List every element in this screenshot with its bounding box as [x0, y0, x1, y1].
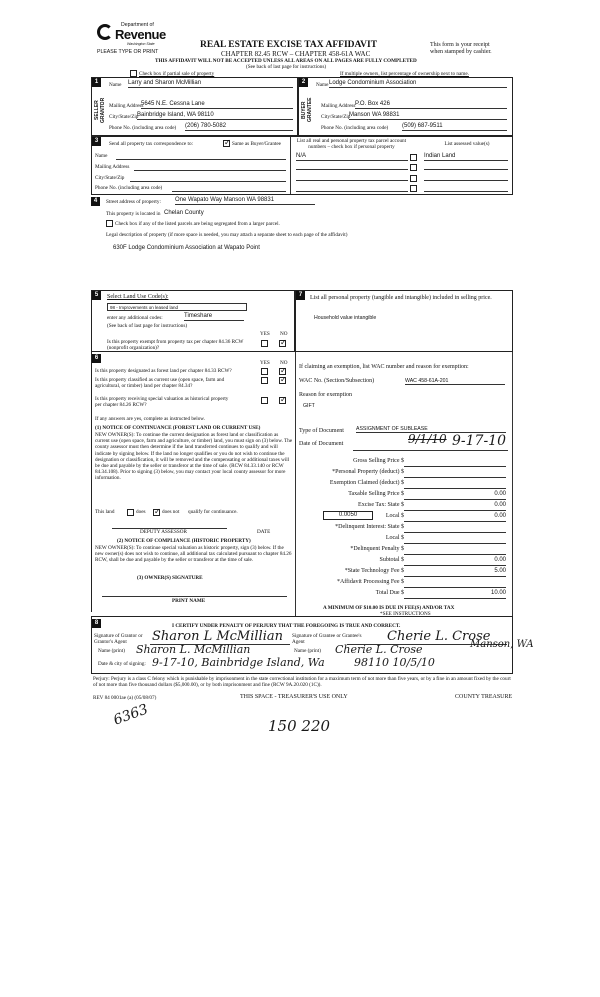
perjury-note: Perjury: Perjury is a class C felony which is punishable by imprisonment in the state correctional institution for a maximum term of not more than five years, or by a fine in an amount fixed by the court of not more than five thousand dollars ($5,000.00), or by both imprisonment and fine (RCW 9A.20.020 (1C)).	[93, 676, 511, 689]
seller-city-label: City/State/Zip	[109, 114, 139, 120]
land-does-label: does	[136, 509, 146, 515]
parcel-2-line	[296, 169, 408, 170]
section-7-marker: 7	[296, 291, 305, 300]
taxable-selling-value[interactable]: 0.00	[404, 491, 506, 500]
additional-codes-label: enter any additional codes:	[107, 315, 163, 321]
seller-side-label: SELLER GRANTOR	[94, 97, 106, 123]
taxable-selling-label: Taxable Selling Price $	[348, 491, 404, 497]
correspondence-section	[91, 136, 513, 195]
buyer-mailing[interactable]: P.O. Box 426	[355, 101, 507, 109]
correspondence-label: Send all property tax correspondence to:	[109, 141, 193, 147]
land-use-see-back: (See back of last page for instructions)	[107, 323, 188, 329]
delinq-local-value[interactable]	[404, 535, 506, 544]
form-revision: REV 84 0001ae (a) (05/08/07)	[93, 695, 157, 701]
qualify-label: qualify for continuance.	[188, 509, 238, 515]
owner-signature-label: (3) OWNER(S) SIGNATURE	[137, 575, 203, 581]
cu-q3-no-checkbox[interactable]	[279, 397, 286, 404]
grantee-city[interactable]: Manson, WA	[470, 639, 534, 650]
partial-sale-label: Check box if partial sale of property	[139, 71, 215, 77]
located-text: This property is located in	[106, 211, 161, 217]
county: Chelan County	[164, 210, 204, 216]
grantee-name-label: Name (print)	[294, 648, 321, 654]
total-due-value[interactable]: 10.00	[404, 590, 506, 599]
cu-if-yes: If any answers are yes, complete as instructed below.	[95, 416, 206, 422]
corr-mailing-label: Mailing Address	[95, 164, 130, 170]
processing-fee-value[interactable]	[404, 579, 506, 588]
tax-table	[299, 458, 509, 598]
personal-property-value[interactable]: Household value intangible	[314, 315, 377, 321]
grantor-name[interactable]: Sharon L. McMillian	[136, 643, 251, 656]
cu-q3-yes-checkbox[interactable]	[261, 397, 268, 404]
notice1-body: NEW OWNER(S): To continue the current designation as forest land or classification as current use (open space, farm and agriculture, or timber) land, you must sign on (3) below. The county assessor must then determine if the land transferred continues to qualify and will indicate by signing below. If the land no longer qualifies or you do not wish to continue the designation or classification, it will be removed and the compensating or additional taxes will be due and payable by the seller or transferor at the time of sale. (RCW 84.33.140 or RCW 84.34.108). Prior to signing (3) below, you may contact your local county assessor for more information.	[95, 432, 293, 482]
land-use-no-header: NO	[280, 331, 288, 337]
section-5-marker: 5	[92, 291, 101, 300]
see-back-note: (See back of last page for instructions)	[246, 64, 327, 70]
parcels-header: List all real and personal property tax parcel account numbers – check box if personal property	[296, 138, 407, 151]
personal-property-section	[295, 290, 513, 352]
section-3-marker: 3	[92, 137, 101, 146]
assessed-header: List assessed value(s)	[444, 141, 490, 147]
grantor-signature[interactable]: Sharon L McMillian	[152, 629, 283, 644]
corr-phone-line	[172, 191, 286, 192]
cu-q2-yes-checkbox[interactable]	[261, 377, 268, 384]
seller-mailing-label: Mailing Address	[109, 103, 144, 109]
doc-type[interactable]: ASSIGNMENT OF SUBLEASE	[356, 426, 506, 433]
logo-name: Revenue	[115, 27, 166, 42]
legal-label: Legal description of property (if more space is needed, you may attach a separate sheet to each page of the affidavit)	[106, 232, 348, 238]
handwritten-number-2: 150 220	[268, 717, 331, 735]
cu-q2-no-checkbox[interactable]	[279, 377, 286, 384]
segregated-checkbox[interactable]	[106, 220, 113, 227]
cu-q1: Is this property designated as forest land per chapter 84.33 RCW?	[95, 368, 232, 374]
parcel-2-personal-checkbox[interactable]	[410, 164, 417, 171]
buyer-section	[298, 77, 513, 136]
section-2-marker: 2	[299, 78, 308, 87]
form-title: REAL ESTATE EXCISE TAX AFFIDAVIT	[200, 40, 378, 50]
personal-deduct-value[interactable]	[404, 469, 506, 478]
doc-date-struck: 9/1/10	[408, 432, 447, 446]
excise-state-value[interactable]: 0.00	[404, 502, 506, 511]
exempt-question: Is this property exempt from property tax per chapter 84.36 RCW (nonprofit organization)?	[107, 339, 244, 352]
exemption-label: If claiming an exemption, list WAC number and reason for exemption:	[299, 364, 469, 370]
notice2-title: (2) NOTICE OF COMPLIANCE (HISTORIC PROPERTY)	[117, 538, 251, 544]
assessed-value-1[interactable]: Indian Land	[424, 153, 508, 161]
same-as-buyer-checkbox[interactable]	[223, 140, 230, 147]
grantee-signature[interactable]: Cherie L. Crose	[387, 629, 491, 644]
multiple-owners-label: If multiple owners, list percentage of ownership next to name.	[340, 71, 469, 77]
additional-codes[interactable]: Timeshare	[184, 313, 244, 321]
land-use-label: Select Land Use Code(s):	[107, 294, 169, 300]
subtotal-label: Subtotal $	[379, 557, 404, 563]
seller-mailing[interactable]: 5645 N.E. Cessna Lane	[141, 101, 293, 109]
exemption-deduct-label: Exemption Claimed (deduct) $	[329, 480, 404, 486]
doc-type-label: Type of Document	[299, 428, 344, 434]
doc-date-line	[353, 450, 508, 451]
form-warning: THIS AFFIDAVIT WILL NOT BE ACCEPTED UNLESS ALL AREAS ON ALL PAGES ARE FULLY COMPLETED	[155, 58, 417, 64]
buyer-name[interactable]: Lodge Condominium Association	[329, 80, 507, 88]
buyer-side-label: BUYER GRANTEE	[301, 97, 313, 123]
personal-property-label: List all personal property (tangible and intangible) included in selling price.	[310, 295, 492, 301]
see-instructions: *SEE INSTRUCTIONS	[380, 611, 431, 617]
assessed-2-line	[424, 169, 508, 170]
personal-deduct-label: *Personal Property (deduct) $	[332, 469, 404, 475]
land-use-yes-header: YES	[260, 331, 270, 337]
print-name-line	[102, 596, 287, 597]
date-city-label: Date & city of signing:	[98, 661, 146, 667]
tech-fee-value[interactable]: 5.00	[404, 568, 506, 577]
doc-date-handwritten[interactable]: 9-17-10	[452, 433, 506, 449]
seller-city[interactable]: Bainbridge Island, WA 98110	[137, 112, 293, 120]
seller-phone[interactable]: (206) 780-5082	[185, 123, 293, 131]
delinq-penalty-value[interactable]	[404, 546, 506, 555]
assessed-4-line	[424, 191, 508, 192]
cu-q2: Is this property classified as current use (open space, farm and agricultural, or timber) land per chapter 84.34?	[95, 377, 225, 390]
local-rate-box[interactable]: 0.0050	[323, 511, 373, 520]
buyer-city[interactable]: Manson WA 98831	[349, 112, 507, 120]
land-use-section	[91, 290, 295, 352]
print-name-label: PRINT NAME	[172, 598, 206, 604]
street-label: Street address of property:	[106, 199, 161, 205]
gross-selling-label: Gross Selling Price $	[353, 458, 404, 464]
delinq-local-label: Local $	[385, 535, 404, 541]
corr-city-label: City/State/Zip	[95, 175, 125, 181]
subtotal-value[interactable]: 0.00	[404, 557, 506, 566]
buyer-name-label: Name	[316, 82, 329, 88]
county-treasurer: COUNTY TREASURE	[455, 694, 513, 700]
partial-sale-checkbox[interactable]	[130, 70, 137, 77]
exemption-reason-label: Reason for exemption	[299, 392, 352, 398]
excise-state-label: Excise Tax: State $	[358, 502, 404, 508]
doc-date-label: Date of Document	[299, 441, 344, 447]
processing-fee-label: *Affidavit Processing Fee $	[336, 579, 404, 585]
local-label: Local $	[385, 513, 404, 519]
parcel-1[interactable]: N/A	[296, 153, 408, 161]
tech-fee-label: *State Technology Fee $	[344, 568, 404, 574]
certify-text: I CERTIFY UNDER PENALTY OF PERJURY THAT THE FOREGOING IS TRUE AND CORRECT.	[172, 623, 401, 629]
notice1-title: (1) NOTICE OF CONTINUANCE (FOREST LAND OR CURRENT USE)	[95, 425, 261, 431]
notice2-body: NEW OWNER(S): To continue special valuation as historic property, sign (3) below. If the new owner(s) does not wish to continue, all additional tax calculated pursuant to chapter 84.26 RCW, shall be due and payable by the seller or transferor at the time of sale.	[95, 545, 292, 564]
segregated-label: Check box if any of the listed parcels are being segregated from a larger parcel.	[115, 221, 280, 227]
certify-section	[91, 616, 534, 674]
total-due-label: Total Due $	[375, 590, 404, 596]
deputy-date-label: DATE	[257, 529, 271, 535]
logo-state: Washington State	[127, 42, 155, 46]
grantee-date[interactable]: 98110 10/5/10	[354, 656, 435, 669]
form-chapter: CHAPTER 82.45 RCW – CHAPTER 458-61A WAC	[221, 50, 371, 58]
seller-section	[91, 77, 298, 136]
corr-mailing-line	[134, 170, 286, 171]
parcel-4-line	[296, 191, 408, 192]
gross-selling-value[interactable]	[404, 458, 506, 467]
wac-value[interactable]: WAC 458-61A-201	[405, 378, 505, 385]
exemption-deduct-value[interactable]	[404, 480, 506, 489]
property-section	[91, 195, 513, 285]
cu-q1-no-checkbox[interactable]	[279, 368, 286, 375]
buyer-phone[interactable]: (509) 687-9511	[402, 123, 507, 131]
parcel-3-personal-checkbox[interactable]	[410, 175, 417, 182]
corr-phone-label: Phone No. (including area code)	[95, 185, 163, 191]
legal-description[interactable]: 630F Lodge Condominium Association at Wapato Point	[113, 245, 260, 251]
treasurer-space: THIS SPACE - TREASURER'S USE ONLY	[240, 694, 348, 700]
delinq-penalty-label: *Delinquent Penalty $	[350, 546, 404, 552]
section-1-marker: 1	[92, 78, 101, 87]
grantor-sig-label: Signature of Grantor or Grantor's Agent	[94, 633, 143, 646]
parcel-4-personal-checkbox[interactable]	[410, 185, 417, 192]
minimum-note: A MINIMUM OF $10.00 IS DUE IN FEE(S) AND/OR TAX	[323, 605, 455, 611]
same-as-buyer-label: Same as Buyer/Grantee	[232, 141, 281, 147]
parcel-3-line	[296, 180, 408, 181]
handwritten-number-1: 6363	[111, 701, 151, 729]
wac-label: WAC No. (Section/Subsection)	[299, 378, 375, 384]
exempt-yes-checkbox[interactable]	[261, 340, 268, 347]
grantor-name-label: Name (print)	[98, 648, 125, 654]
cu-yes-header: YES	[260, 360, 270, 366]
land-does-not-label: does not	[162, 509, 180, 515]
buyer-phone-label: Phone No. (including area code)	[321, 125, 389, 131]
local-value[interactable]: 0.00	[404, 513, 506, 522]
logo-swoosh-icon	[97, 24, 113, 40]
street-address[interactable]: One Wapato Way Manson WA 98831	[175, 197, 315, 205]
buyer-city-label: City/State/Zip	[321, 114, 351, 120]
logo-dept: Department of	[121, 22, 154, 28]
grantee-name[interactable]: Cherie L. Crose	[335, 643, 423, 656]
assessed-3-line	[424, 180, 508, 181]
cu-no-header: NO	[280, 360, 288, 366]
seller-phone-label: Phone No. (including area code)	[109, 125, 177, 131]
land-use-code-select[interactable]: 98 - Improvements on leased land	[107, 303, 247, 311]
seller-name[interactable]: Larry and Sharon McMillian	[128, 80, 293, 88]
corr-name-label: Name	[95, 153, 108, 159]
middle-column-border	[295, 352, 296, 616]
land-does-checkbox[interactable]	[127, 509, 134, 516]
exemption-reason[interactable]: GIFT	[303, 403, 315, 409]
right-column-border	[512, 352, 513, 616]
dor-logo	[97, 22, 167, 52]
print-note: PLEASE TYPE OR PRINT	[97, 49, 159, 55]
correspondence-divider	[290, 137, 291, 194]
section-6-marker: 6	[92, 354, 101, 363]
this-land-label: This land	[95, 509, 115, 515]
corr-city-line	[130, 181, 286, 182]
land-does-not-checkbox[interactable]	[153, 509, 160, 516]
parcel-1-personal-checkbox[interactable]	[410, 154, 417, 161]
cu-q1-yes-checkbox[interactable]	[261, 368, 268, 375]
exempt-no-checkbox[interactable]	[279, 340, 286, 347]
section-4-marker: 4	[91, 197, 100, 206]
delinq-interest-label: *Delinquent Interest: State $	[335, 524, 404, 530]
exemption-section	[295, 352, 513, 422]
deputy-assessor-label: DEPUTY ASSESSOR	[140, 529, 187, 535]
delinq-interest-value[interactable]	[404, 524, 506, 533]
buyer-mailing-label: Mailing Address	[321, 103, 356, 109]
cu-q3: Is this property receiving special valuation as historical property per chapter 84.26 RCW?	[95, 396, 229, 409]
receipt-note: This form is your receipt when stamped by cashier.	[430, 42, 492, 55]
grantor-date-city[interactable]: 9-17-10, Bainbridge Island, Wa	[152, 656, 325, 669]
corr-name-line	[116, 159, 286, 160]
grantee-sig-label: Signature of Grantee or Grantee's Agent	[292, 633, 362, 646]
current-use-section	[91, 352, 296, 612]
seller-name-label: Name	[109, 82, 122, 88]
section-8-marker: 8	[92, 619, 101, 628]
